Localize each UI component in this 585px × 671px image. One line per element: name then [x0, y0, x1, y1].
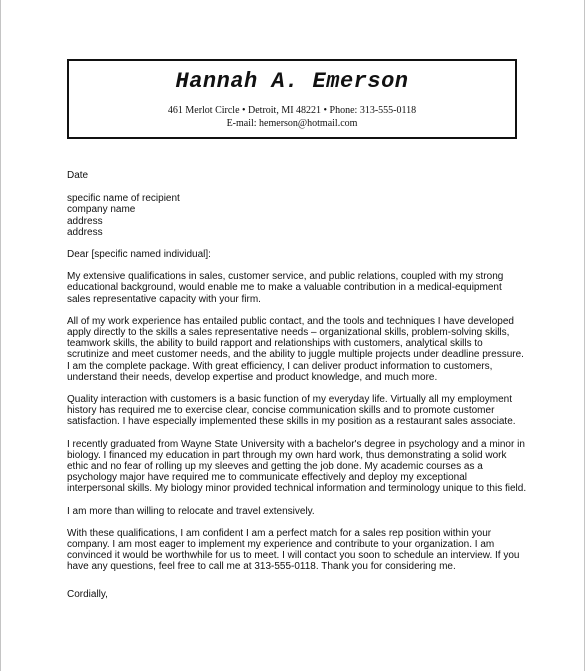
recipient-address-2: address: [67, 226, 103, 238]
paragraph-5: I am more than willing to relocate and travel extensively.: [67, 505, 315, 517]
letter-date: Date: [67, 170, 89, 181]
sender-email: E-mail: hemerson@hotmail.com: [226, 118, 358, 129]
closing: Cordially,: [67, 588, 108, 600]
paragraph-1: My extensive qualifications in sales, customer service, and public relations, coupled with my strong educational background, would enable me to make a valuable contribution in a medical-equipment sales representative capacity with your firm.: [67, 271, 504, 305]
paragraph-4: I recently graduated from Wayne State University with a bachelor's degree in psychology and a minor in biology. I financed my education in part through my own hard work, thus demonstrating a solid work ethic and no fear of rolling up my sleeves and getting the job done. My academic courses as a psychology major have required me to communicate effectively and deploy my exceptional interpersonal skills. My biology minor provided technical information and terminology unique to this field.: [67, 438, 527, 495]
salutation: Dear [specific named individual]:: [67, 249, 211, 261]
sender-name: Hannah A. Emerson: [175, 69, 409, 94]
recipient-company: company name: [67, 204, 136, 216]
letterhead-box: [67, 59, 517, 139]
recipient-block: [67, 193, 527, 238]
sender-address: 461 Merlot Circle • Detroit, MI 48221 • Phone: 313-555-0118: [167, 105, 417, 116]
paragraph-3: Quality interaction with customers is a basic function of my everyday life. Virtually all my employment history has required me to exercise clear, concise communication skills and to promote customer satisfaction. I have especially implemented these skills in my position as a restaurant sales associate.: [67, 394, 516, 428]
letter-body: [67, 170, 527, 611]
recipient-name: specific name of recipient: [67, 193, 180, 205]
paragraph-2: All of my work experience has entailed public contact, and the tools and techniques I have developed apply directly to the skills a sales representative needs – organizational skills, problem-solving skills, teamwork skills, the ability to build rapport and relationships with customers, analytical skills to scrutinize and meet customer needs, and the ability to juggle multiple projects under deadline pressure. I am the complete package. With great efficiency, I can deliver product information to customers, understand their needs, develop expertise and product knowledge, and much more.: [67, 315, 524, 383]
paragraph-6: With these qualifications, I am confident I am a perfect match for a sales rep position within your company. I am most eager to implement my experience and contribute to your organization. I am convinced it would be worthwhile for us to meet. I will contact you soon to schedule an interview. If you have any questions, feel free to call me at 313-555-0118. Thank you for considering me.: [67, 527, 520, 573]
recipient-address-1: address: [67, 215, 103, 227]
